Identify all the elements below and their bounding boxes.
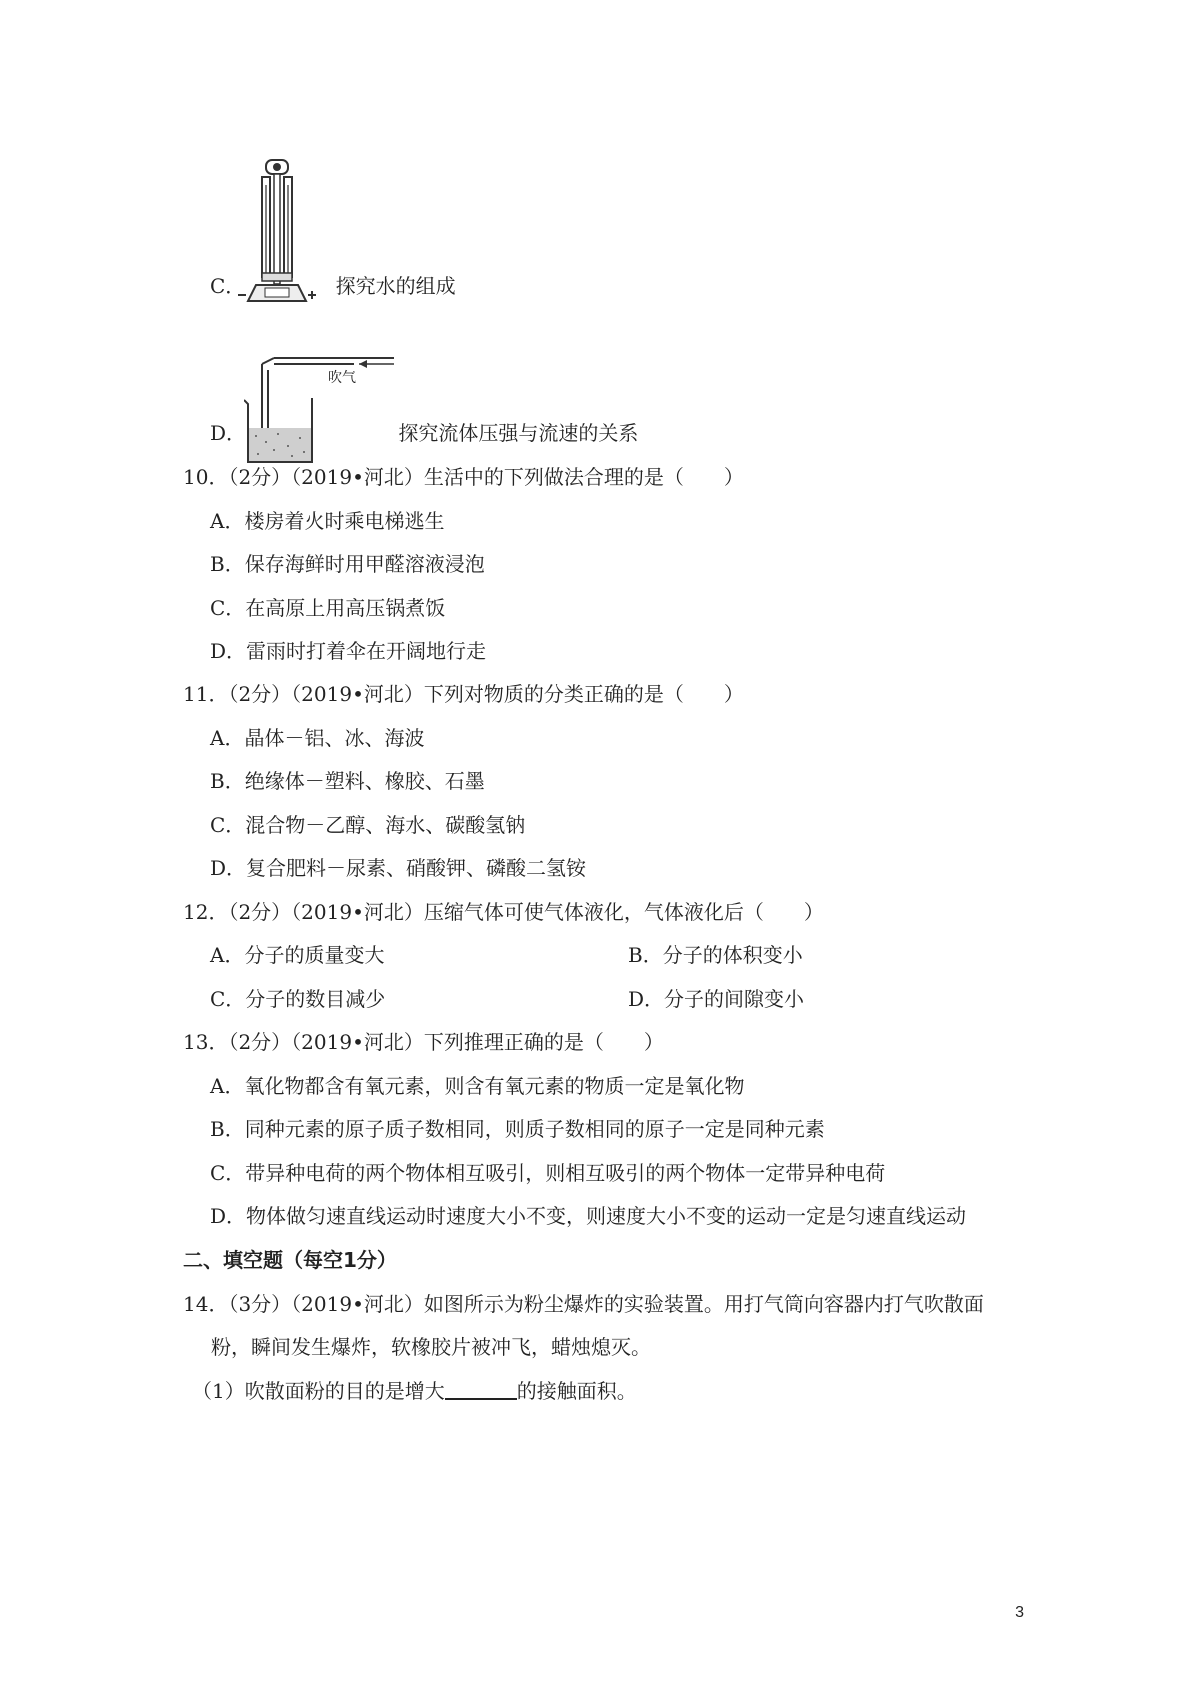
- q13-option-a: A．氧化物都含有氧元素，则含有氧元素的物质一定是氧化物: [210, 1074, 745, 1098]
- q10-option-b: B．保存海鲜时用甲醛溶液浸泡: [210, 552, 485, 576]
- q10-option-d: D．雷雨时打着伞在开阔地行走: [210, 639, 487, 663]
- q9-option-c-letter: C．: [210, 274, 246, 298]
- page-number: 3: [1015, 1604, 1024, 1621]
- q13-option-b: B．同种元素的原子质子数相同，则质子数相同的原子一定是同种元素: [210, 1117, 825, 1141]
- q9-option-d-letter: D．: [210, 421, 247, 445]
- q14-stem-line1: 14．（3分）（2019•河北）如图所示为粉尘爆炸的实验装置。用打气筒向容器内打气吹散面: [183, 1292, 984, 1316]
- q14-sub1: [192, 1378, 637, 1404]
- q12-option-c: C．分子的数目减少: [210, 987, 386, 1011]
- q13-option-d: D．物体做匀速直线运动时速度大小不变，则速度大小不变的运动一定是匀速直线运动: [210, 1204, 967, 1228]
- q13-option-c: C．带异种电荷的两个物体相互吸引，则相互吸引的两个物体一定带异种电荷: [210, 1161, 886, 1185]
- q14-sub1-before: （1）吹散面粉的目的是增大: [192, 1379, 445, 1403]
- q12-stem: 12．（2分）（2019•河北）压缩气体可使气体液化，气体液化后（ ）: [183, 900, 824, 924]
- q11-stem: 11．（2分）（2019•河北）下列对物质的分类正确的是（ ）: [183, 682, 744, 706]
- q12-option-d: D．分子的间隙变小: [628, 987, 805, 1011]
- q12-option-b: B．分子的体积变小: [628, 943, 803, 967]
- answer-blank[interactable]: [445, 1378, 517, 1400]
- q14-sub1-after: 的接触面积。: [516, 1379, 637, 1403]
- q12-option-a: A．分子的质量变大: [210, 943, 385, 967]
- fluid-pressure-apparatus-figure: [244, 350, 404, 470]
- q9-option-d-text: 探究流体压强与流速的关系: [398, 421, 639, 445]
- blow-air-label: 吹气: [328, 370, 356, 386]
- q10-option-c: C．在高原上用高压锅煮饭: [210, 596, 446, 620]
- q10-stem: 10．（2分）（2019•河北）生活中的下列做法合理的是（ ）: [183, 465, 744, 489]
- q9-option-d: [210, 420, 638, 446]
- q9-option-c: [210, 273, 456, 299]
- q11-option-a: A．晶体－铝、冰、海波: [210, 726, 425, 750]
- q10-option-a: A．楼房着火时乘电梯逃生: [210, 509, 445, 533]
- q13-stem: 13．（2分）（2019•河北）下列推理正确的是（ ）: [183, 1030, 664, 1054]
- q11-option-b: B．绝缘体－塑料、橡胶、石墨: [210, 769, 485, 793]
- q9-option-c-text: 探究水的组成: [335, 274, 456, 298]
- q14-stem-line2: 粉，瞬间发生爆炸，软橡胶片被冲飞，蜡烛熄灭。: [211, 1335, 651, 1359]
- section-2-title: 二、填空题（每空1分）: [183, 1248, 397, 1272]
- q11-option-d: D．复合肥料－尿素、硝酸钾、磷酸二氢铵: [210, 856, 587, 880]
- q11-option-c: C．混合物－乙醇、海水、碳酸氢钠: [210, 813, 526, 837]
